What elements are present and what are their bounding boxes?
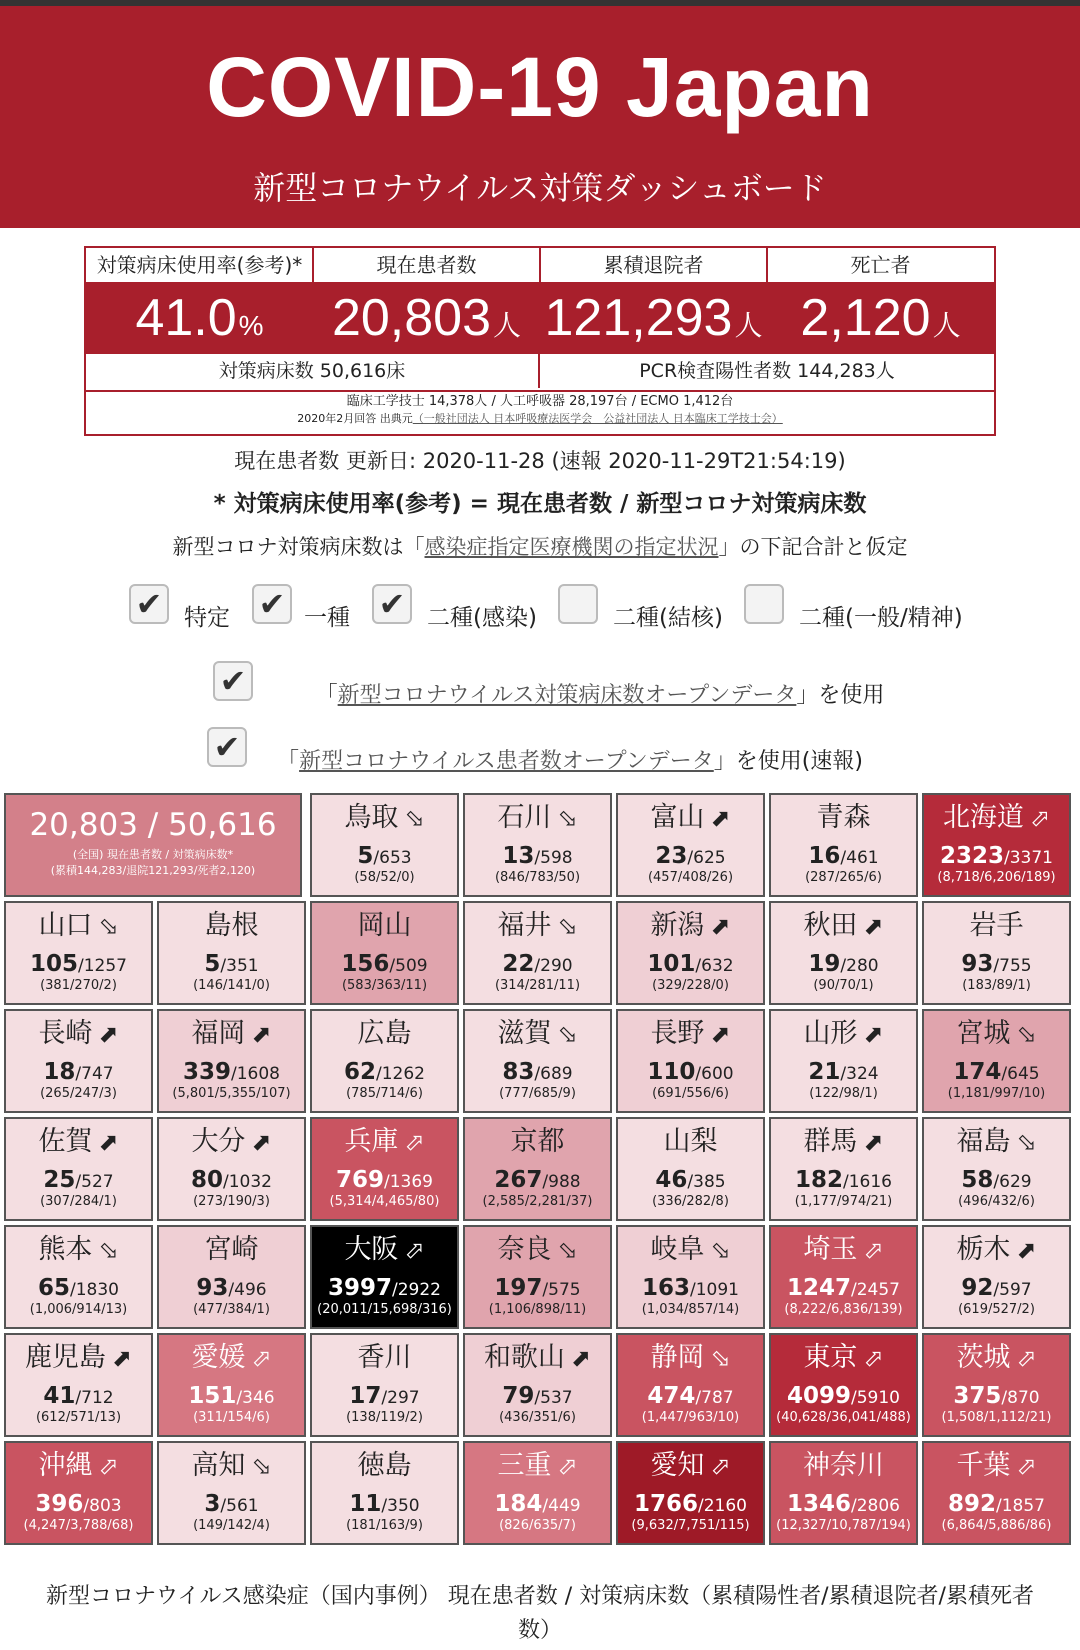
prefecture-name: 石川 ⬂ bbox=[497, 802, 578, 833]
trend-arrow-icon: ⬀ bbox=[1016, 1344, 1037, 1372]
prefecture-name: 岡山 bbox=[357, 910, 412, 941]
trend-arrow-icon: ⬀ bbox=[863, 1344, 884, 1372]
prefecture-name: 東京 ⬀ bbox=[803, 1342, 884, 1373]
prefecture-cumulative: (314/281/11) bbox=[494, 978, 581, 993]
prefecture-cell[interactable] bbox=[922, 1333, 1071, 1437]
prefecture-name: 沖縄 ⬀ bbox=[38, 1450, 119, 1481]
prefecture-patients-beds: 151/346 bbox=[188, 1383, 275, 1409]
trend-arrow-icon: ⬂ bbox=[251, 1452, 272, 1480]
prefecture-patients-beds: 3997/2922 bbox=[327, 1275, 441, 1301]
prefecture-name: 熊本 ⬂ bbox=[38, 1234, 119, 1265]
prefecture-patients-beds: 62/1262 bbox=[343, 1059, 425, 1085]
prefecture-cell[interactable] bbox=[157, 1117, 306, 1221]
prefecture-cell[interactable] bbox=[922, 1225, 1071, 1329]
prefecture-grid bbox=[4, 793, 1076, 1550]
trend-arrow-icon: ⬀ bbox=[557, 1452, 578, 1480]
prefecture-name: 奈良 ⬂ bbox=[497, 1234, 578, 1265]
prefecture-name: 広島 bbox=[357, 1018, 412, 1049]
national-summary-cell[interactable] bbox=[4, 793, 302, 897]
prefecture-cell[interactable] bbox=[922, 1441, 1071, 1545]
checkbox-label-nishu-ippan: 二種(一般/精神) bbox=[799, 605, 963, 631]
prefecture-cell[interactable] bbox=[310, 793, 459, 897]
prefecture-patients-beds: 83/689 bbox=[502, 1059, 573, 1085]
checkbox-patients-opendata[interactable]: ✔ bbox=[207, 727, 247, 767]
prefecture-cumulative: (40,628/36,041/488) bbox=[776, 1410, 911, 1425]
prefecture-cell[interactable] bbox=[922, 1009, 1071, 1113]
trend-arrow-icon: ⬈ bbox=[710, 1020, 731, 1048]
prefecture-cell[interactable] bbox=[310, 1441, 459, 1545]
prefecture-name: 三重 ⬀ bbox=[497, 1450, 578, 1481]
trend-arrow-icon: ⬂ bbox=[557, 1020, 578, 1048]
prefecture-name: 島根 bbox=[204, 910, 259, 941]
pcr-total: PCR検査陽性者数 144,283人 bbox=[540, 354, 994, 388]
prefecture-cumulative: (5,801/5,355/107) bbox=[172, 1086, 291, 1101]
prefecture-cumulative: (436/351/6) bbox=[499, 1410, 576, 1425]
trend-arrow-icon: ⬀ bbox=[404, 1128, 425, 1156]
checkbox-beds-opendata[interactable]: ✔ bbox=[213, 661, 253, 701]
checkbox-label-tokutei: 特定 bbox=[184, 605, 230, 631]
prefecture-cumulative: (6,864/5,886/86) bbox=[941, 1518, 1052, 1533]
national-caption: (全国) 現在患者数 / 対策病床数* bbox=[72, 848, 234, 861]
prefecture-cell[interactable] bbox=[463, 1009, 612, 1113]
prefecture-patients-beds: 65/1830 bbox=[37, 1275, 119, 1301]
page-header bbox=[0, 6, 1080, 228]
prefecture-cumulative: (1,177/974/21) bbox=[794, 1194, 893, 1209]
prefecture-cumulative: (146/141/0) bbox=[193, 978, 270, 993]
national-cumulative: (累積144,283/退院121,293/死者2,120) bbox=[50, 864, 256, 877]
prefecture-name: 静岡 ⬂ bbox=[650, 1342, 731, 1373]
prefecture-patients-beds: 184/449 bbox=[494, 1491, 581, 1517]
prefecture-patients-beds: 163/1091 bbox=[641, 1275, 739, 1301]
trend-arrow-icon: ⬂ bbox=[98, 912, 119, 940]
prefecture-patients-beds: 5/653 bbox=[357, 843, 412, 869]
prefecture-cell[interactable] bbox=[769, 1333, 918, 1437]
trend-arrow-icon: ⬂ bbox=[710, 1344, 731, 1372]
discharged-value: 121,293人 bbox=[544, 289, 763, 347]
prefecture-name: 埼玉 ⬀ bbox=[803, 1234, 884, 1265]
prefecture-cumulative: (1,447/963/10) bbox=[641, 1410, 740, 1425]
checkbox-nishu-kekkaku[interactable] bbox=[558, 584, 598, 624]
prefecture-cumulative: (583/363/11) bbox=[341, 978, 428, 993]
equipment-stats: 臨床工学技士 14,378人 / 人工呼吸器 28,197台 / ECMO 1,412台 bbox=[86, 390, 994, 412]
prefecture-cumulative: (181/163/9) bbox=[346, 1518, 423, 1533]
prefecture-patients-beds: 174/645 bbox=[953, 1059, 1040, 1085]
prefecture-cell[interactable] bbox=[4, 1333, 153, 1437]
deaths-label: 死亡者 bbox=[767, 248, 994, 282]
prefecture-cell[interactable] bbox=[4, 901, 153, 1005]
prefecture-cumulative: (138/119/2) bbox=[346, 1410, 423, 1425]
prefecture-cumulative: (691/556/6) bbox=[652, 1086, 729, 1101]
prefecture-name: 滋賀 ⬂ bbox=[497, 1018, 578, 1049]
checkbox-label-nishu-kekkaku: 二種(結核) bbox=[613, 605, 723, 631]
footer-caption: 新型コロナウイルス感染症（国内事例） 現在患者数 / 対策病床数（累積陽性者/累積退院者/累積死者数） bbox=[46, 1584, 1034, 1643]
prefecture-name: 千葉 ⬀ bbox=[956, 1450, 1037, 1481]
checkbox-tokutei[interactable]: ✔ bbox=[129, 584, 169, 624]
prefecture-cumulative: (9,632/7,751/115) bbox=[631, 1518, 750, 1533]
patients-label: 現在患者数 bbox=[313, 248, 540, 282]
prefecture-name: 栃木 ⬈ bbox=[956, 1234, 1037, 1265]
patients-opendata-row: 「新型コロナウイルス患者数オープンデータ」を使用(速報) bbox=[277, 749, 863, 774]
prefecture-cell[interactable] bbox=[616, 1441, 765, 1545]
prefecture-cell[interactable] bbox=[4, 1225, 153, 1329]
national-total: 20,803 / 50,616 bbox=[29, 807, 277, 843]
prefecture-cell[interactable] bbox=[310, 1333, 459, 1437]
trend-arrow-icon: ⬂ bbox=[710, 1236, 731, 1264]
prefecture-patients-beds: 18/747 bbox=[43, 1059, 114, 1085]
prefecture-patients-beds: 2323/3371 bbox=[939, 843, 1053, 869]
prefecture-cumulative: (307/284/1) bbox=[40, 1194, 117, 1209]
prefecture-patients-beds: 267/988 bbox=[494, 1167, 581, 1193]
prefecture-name: 徳島 bbox=[357, 1450, 412, 1481]
prefecture-cumulative: (477/384/1) bbox=[193, 1302, 270, 1317]
prefecture-cell[interactable] bbox=[769, 901, 918, 1005]
prefecture-patients-beds: 93/755 bbox=[961, 951, 1032, 977]
prefecture-cell[interactable] bbox=[769, 1441, 918, 1545]
prefecture-name: 山形 ⬈ bbox=[803, 1018, 884, 1049]
prefecture-cell[interactable] bbox=[4, 1117, 153, 1221]
prefecture-cell[interactable] bbox=[4, 1009, 153, 1113]
trend-arrow-icon: ⬂ bbox=[557, 912, 578, 940]
prefecture-name: 大阪 ⬀ bbox=[344, 1234, 425, 1265]
beds-opendata-row: 「新型コロナウイルス対策病床数オープンデータ」を使用 bbox=[315, 683, 885, 708]
prefecture-cumulative: (183/89/1) bbox=[962, 978, 1031, 993]
prefecture-cell[interactable] bbox=[4, 1441, 153, 1545]
prefecture-patients-beds: 1346/2806 bbox=[786, 1491, 900, 1517]
trend-arrow-icon: ⬈ bbox=[98, 1020, 119, 1048]
prefecture-cumulative: (457/408/26) bbox=[647, 870, 734, 885]
deaths-value: 2,120人 bbox=[800, 289, 961, 347]
prefecture-cumulative: (826/635/7) bbox=[499, 1518, 576, 1533]
prefecture-name: 群馬 ⬈ bbox=[803, 1126, 884, 1157]
trend-arrow-icon: ⬀ bbox=[863, 1236, 884, 1264]
prefecture-cumulative: (496/432/6) bbox=[958, 1194, 1035, 1209]
prefecture-patients-beds: 13/598 bbox=[502, 843, 573, 869]
prefecture-name: 北海道 ⬀ bbox=[942, 802, 1051, 833]
formula-note: * 対策病床使用率(参考) = 現在患者数 / 新型コロナ対策病床数 bbox=[213, 491, 867, 517]
prefecture-cumulative: (58/52/0) bbox=[354, 870, 415, 885]
prefecture-cell[interactable] bbox=[616, 1117, 765, 1221]
trend-arrow-icon: ⬈ bbox=[863, 1128, 884, 1156]
app-title: COVID-19 Japan bbox=[206, 40, 874, 134]
discharged-label: 累積退院者 bbox=[540, 248, 767, 282]
trend-arrow-icon: ⬂ bbox=[404, 804, 425, 832]
prefecture-cell[interactable] bbox=[769, 793, 918, 897]
prefecture-cell[interactable] bbox=[157, 1441, 306, 1545]
prefecture-cell[interactable] bbox=[310, 901, 459, 1005]
prefecture-cell[interactable] bbox=[463, 1117, 612, 1221]
prefecture-cell[interactable] bbox=[157, 1009, 306, 1113]
prefecture-patients-beds: 1766/2160 bbox=[633, 1491, 747, 1517]
prefecture-cumulative: (329/228/0) bbox=[652, 978, 729, 993]
prefecture-name: 佐賀 ⬈ bbox=[38, 1126, 119, 1157]
prefecture-patients-beds: 79/537 bbox=[502, 1383, 573, 1409]
prefecture-cumulative: (20,011/15,698/316) bbox=[317, 1302, 452, 1317]
prefecture-patients-beds: 17/297 bbox=[349, 1383, 420, 1409]
prefecture-cell[interactable] bbox=[310, 1009, 459, 1113]
prefecture-cell[interactable] bbox=[769, 1009, 918, 1113]
prefecture-name: 兵庫 ⬀ bbox=[344, 1126, 425, 1157]
prefecture-name: 愛知 ⬀ bbox=[650, 1450, 731, 1481]
prefecture-name: 岩手 bbox=[969, 910, 1024, 941]
trend-arrow-icon: ⬈ bbox=[111, 1344, 133, 1372]
prefecture-name: 長野 ⬈ bbox=[650, 1018, 731, 1049]
prefecture-patients-beds: 22/290 bbox=[502, 951, 573, 977]
trend-arrow-icon: ⬂ bbox=[557, 1236, 578, 1264]
prefecture-name: 福井 ⬂ bbox=[497, 910, 578, 941]
prefecture-cumulative: (1,181/997/10) bbox=[947, 1086, 1046, 1101]
stats-panel bbox=[84, 246, 996, 436]
prefecture-cell[interactable] bbox=[616, 1333, 765, 1437]
prefecture-name: 宮城 ⬂ bbox=[956, 1018, 1037, 1049]
prefecture-patients-beds: 182/1616 bbox=[794, 1167, 892, 1193]
prefecture-cell[interactable] bbox=[157, 901, 306, 1005]
prefecture-name: 高知 ⬂ bbox=[191, 1450, 272, 1481]
beds-total: 対策病床数 50,616床 bbox=[86, 354, 540, 388]
prefecture-cumulative: (1,006/914/13) bbox=[29, 1302, 128, 1317]
prefecture-cell[interactable] bbox=[769, 1117, 918, 1221]
prefecture-cell[interactable] bbox=[922, 1117, 1071, 1221]
prefecture-name: 岐阜 ⬂ bbox=[650, 1234, 731, 1265]
checkbox-label-isshu: 一種 bbox=[304, 605, 350, 631]
prefecture-patients-beds: 25/527 bbox=[43, 1167, 114, 1193]
prefecture-cell[interactable] bbox=[463, 1225, 612, 1329]
trend-arrow-icon: ⬀ bbox=[1029, 804, 1051, 832]
prefecture-name: 山口 ⬂ bbox=[38, 910, 119, 941]
prefecture-patients-beds: 339/1608 bbox=[182, 1059, 280, 1085]
prefecture-name: 福岡 ⬈ bbox=[191, 1018, 272, 1049]
prefecture-cumulative: (90/70/1) bbox=[813, 978, 874, 993]
prefecture-cumulative: (12,327/10,787/194) bbox=[776, 1518, 911, 1533]
prefecture-patients-beds: 396/803 bbox=[35, 1491, 122, 1517]
prefecture-patients-beds: 93/496 bbox=[196, 1275, 267, 1301]
prefecture-name: 大分 ⬈ bbox=[191, 1126, 272, 1157]
trend-arrow-icon: ⬀ bbox=[710, 1452, 731, 1480]
prefecture-cumulative: (265/247/3) bbox=[40, 1086, 117, 1101]
prefecture-patients-beds: 1247/2457 bbox=[786, 1275, 900, 1301]
prefecture-cumulative: (2,585/2,281/37) bbox=[482, 1194, 593, 1209]
prefecture-name: 愛媛 ⬀ bbox=[191, 1342, 272, 1373]
prefecture-cumulative: (381/270/2) bbox=[40, 978, 117, 993]
prefecture-patients-beds: 101/632 bbox=[647, 951, 734, 977]
prefecture-cumulative: (8,222/6,836/139) bbox=[784, 1302, 903, 1317]
prefecture-name: 和歌山 ⬈ bbox=[483, 1342, 592, 1373]
prefecture-cumulative: (5,314/4,465/80) bbox=[329, 1194, 440, 1209]
prefecture-cumulative: (1,508/1,112/21) bbox=[941, 1410, 1052, 1425]
prefecture-patients-beds: 58/629 bbox=[961, 1167, 1032, 1193]
prefecture-cumulative: (785/714/6) bbox=[346, 1086, 423, 1101]
prefecture-cell[interactable] bbox=[157, 1225, 306, 1329]
prefecture-cell[interactable] bbox=[922, 901, 1071, 1005]
prefecture-patients-beds: 4099/5910 bbox=[786, 1383, 900, 1409]
trend-arrow-icon: ⬈ bbox=[251, 1128, 272, 1156]
prefecture-name: 神奈川 bbox=[803, 1450, 884, 1481]
prefecture-cell[interactable] bbox=[463, 793, 612, 897]
prefecture-patients-beds: 156/509 bbox=[341, 951, 428, 977]
prefecture-name: 新潟 ⬈ bbox=[650, 910, 731, 941]
trend-arrow-icon: ⬂ bbox=[98, 1236, 119, 1264]
prefecture-cumulative: (287/265/6) bbox=[805, 870, 882, 885]
prefecture-cumulative: (311/154/6) bbox=[193, 1410, 270, 1425]
trend-arrow-icon: ⬈ bbox=[710, 804, 731, 832]
prefecture-name: 鳥取 ⬂ bbox=[344, 802, 425, 833]
prefecture-cell[interactable] bbox=[157, 1333, 306, 1437]
source-note: 2020年2月回答 出典元（一般社団法人 日本呼吸療法医学会 公益社団法人 日本臨床工学技士会） bbox=[297, 412, 783, 425]
prefecture-patients-beds: 23/625 bbox=[655, 843, 726, 869]
prefecture-patients-beds: 92/597 bbox=[961, 1275, 1032, 1301]
patients-opendata-link[interactable]: 新型コロナウイルス患者数オープンデータ bbox=[299, 749, 714, 774]
patients-value: 20,803人 bbox=[331, 289, 522, 347]
prefecture-cumulative: (149/142/4) bbox=[193, 1518, 270, 1533]
prefecture-cell[interactable] bbox=[463, 1333, 612, 1437]
prefecture-name: 富山 ⬈ bbox=[650, 802, 731, 833]
checkbox-label-nishu-kansen: 二種(感染) bbox=[427, 605, 537, 631]
prefecture-patients-beds: 197/575 bbox=[494, 1275, 581, 1301]
designation-status-link[interactable]: 感染症指定医療機関の指定状況 bbox=[424, 535, 719, 559]
prefecture-patients-beds: 105/1257 bbox=[29, 951, 127, 977]
prefecture-patients-beds: 46/385 bbox=[655, 1167, 726, 1193]
prefecture-cumulative: (777/685/9) bbox=[499, 1086, 576, 1101]
prefecture-cell[interactable] bbox=[616, 793, 765, 897]
prefecture-cumulative: (4,247/3,788/68) bbox=[23, 1518, 134, 1533]
checkbox-isshu[interactable]: ✔ bbox=[252, 584, 292, 624]
prefecture-cell[interactable] bbox=[310, 1225, 459, 1329]
prefecture-cumulative: (1,106/898/11) bbox=[488, 1302, 587, 1317]
trend-arrow-icon: ⬀ bbox=[98, 1452, 119, 1480]
prefecture-cumulative: (273/190/3) bbox=[193, 1194, 270, 1209]
prefecture-cell[interactable] bbox=[922, 793, 1071, 897]
prefecture-patients-beds: 375/870 bbox=[953, 1383, 1040, 1409]
prefecture-patients-beds: 21/324 bbox=[808, 1059, 879, 1085]
prefecture-cell[interactable] bbox=[616, 1009, 765, 1113]
checkbox-nishu-ippan[interactable] bbox=[744, 584, 784, 624]
prefecture-name: 鹿児島 ⬈ bbox=[24, 1342, 133, 1373]
prefecture-patients-beds: 892/1857 bbox=[947, 1491, 1045, 1517]
prefecture-cumulative: (8,718/6,206/189) bbox=[937, 870, 1056, 885]
prefecture-cumulative: (612/571/13) bbox=[35, 1410, 122, 1425]
trend-arrow-icon: ⬈ bbox=[570, 1344, 592, 1372]
prefecture-name: 秋田 ⬈ bbox=[803, 910, 884, 941]
prefecture-patients-beds: 19/280 bbox=[808, 951, 879, 977]
prefecture-cell[interactable] bbox=[310, 1117, 459, 1221]
trend-arrow-icon: ⬈ bbox=[98, 1128, 119, 1156]
stats-values-row bbox=[86, 282, 994, 354]
assumption-note: 新型コロナ対策病床数は「感染症指定医療機関の指定状況」の下記合計と仮定 bbox=[172, 535, 908, 559]
prefecture-cumulative: (1,034/857/14) bbox=[641, 1302, 740, 1317]
checkbox-nishu-kansen[interactable]: ✔ bbox=[372, 584, 412, 624]
prefecture-cell[interactable] bbox=[616, 901, 765, 1005]
trend-arrow-icon: ⬈ bbox=[1016, 1236, 1037, 1264]
app-subtitle: 新型コロナウイルス対策ダッシュボード bbox=[253, 169, 827, 207]
trend-arrow-icon: ⬈ bbox=[863, 1020, 884, 1048]
prefecture-cell[interactable] bbox=[463, 901, 612, 1005]
trend-arrow-icon: ⬈ bbox=[863, 912, 884, 940]
prefecture-name: 長崎 ⬈ bbox=[38, 1018, 119, 1049]
trend-arrow-icon: ⬈ bbox=[710, 912, 731, 940]
prefecture-patients-beds: 5/351 bbox=[204, 951, 259, 977]
prefecture-cumulative: (336/282/8) bbox=[652, 1194, 729, 1209]
prefecture-patients-beds: 769/1369 bbox=[335, 1167, 433, 1193]
prefecture-cell[interactable] bbox=[616, 1225, 765, 1329]
update-timestamp: 現在患者数 更新日: 2020-11-28 (速報 2020-11-29T21:54:19) bbox=[234, 449, 846, 473]
prefecture-patients-beds: 80/1032 bbox=[190, 1167, 272, 1193]
source-link[interactable]: （一般社団法人 日本呼吸療法医学会 公益社団法人 日本臨床工学技士会） bbox=[412, 412, 783, 425]
prefecture-cumulative: (619/527/2) bbox=[958, 1302, 1035, 1317]
prefecture-patients-beds: 110/600 bbox=[647, 1059, 734, 1085]
prefecture-name: 福島 ⬂ bbox=[956, 1126, 1037, 1157]
prefecture-cumulative: (122/98/1) bbox=[809, 1086, 878, 1101]
prefecture-name: 京都 bbox=[510, 1126, 565, 1157]
prefecture-patients-beds: 3/561 bbox=[204, 1491, 259, 1517]
prefecture-patients-beds: 11/350 bbox=[349, 1491, 420, 1517]
prefecture-patients-beds: 41/712 bbox=[43, 1383, 114, 1409]
trend-arrow-icon: ⬀ bbox=[251, 1344, 272, 1372]
trend-arrow-icon: ⬂ bbox=[1016, 1020, 1037, 1048]
trend-arrow-icon: ⬂ bbox=[557, 804, 578, 832]
prefecture-name: 香川 bbox=[357, 1342, 412, 1373]
prefecture-cumulative: (846/783/50) bbox=[494, 870, 581, 885]
prefecture-cell[interactable] bbox=[769, 1225, 918, 1329]
trend-arrow-icon: ⬂ bbox=[1016, 1128, 1037, 1156]
prefecture-patients-beds: 16/461 bbox=[808, 843, 879, 869]
beds-opendata-link[interactable]: 新型コロナウイルス対策病床数オープンデータ bbox=[337, 683, 797, 708]
bed-rate-label: 対策病床使用率(参考)* bbox=[86, 248, 313, 282]
prefecture-patients-beds: 474/787 bbox=[647, 1383, 734, 1409]
prefecture-name: 山梨 bbox=[663, 1126, 718, 1157]
prefecture-name: 宮崎 bbox=[204, 1234, 259, 1265]
prefecture-cell[interactable] bbox=[463, 1441, 612, 1545]
trend-arrow-icon: ⬈ bbox=[251, 1020, 272, 1048]
trend-arrow-icon: ⬀ bbox=[1016, 1452, 1037, 1480]
trend-arrow-icon: ⬀ bbox=[404, 1236, 425, 1264]
prefecture-name: 青森 bbox=[816, 802, 871, 833]
bed-rate-value: 41.0% bbox=[135, 289, 264, 347]
prefecture-name: 茨城 ⬀ bbox=[956, 1342, 1037, 1373]
